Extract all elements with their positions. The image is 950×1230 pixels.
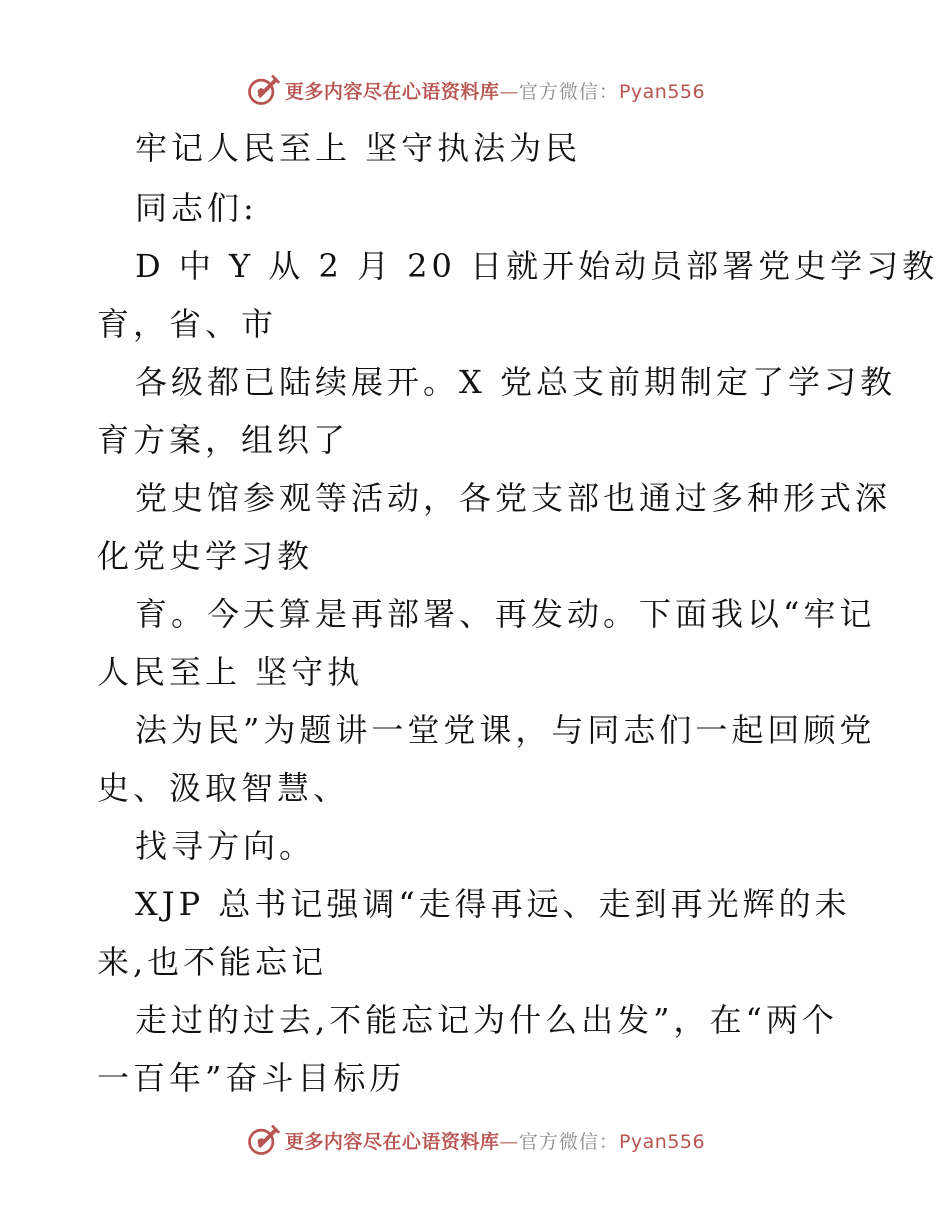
text-line: 史、汲取智慧、 [97,769,350,807]
text-line: 找寻方向。 [135,827,316,865]
document-title: 牢记人民至上 坚守执法为民 [135,129,582,167]
text-line: 法为民”为题讲一堂党课，与同志们一起回顾党 [135,711,876,749]
banner-wechat-id: Pyan556 [618,80,706,103]
banner-text [285,77,705,104]
header-banner [0,70,950,110]
pen-logo-icon [245,72,281,108]
text-line: 一百年”奋斗目标历 [97,1059,406,1097]
banner-site: 更多内容尽在心语资料库 [284,80,500,103]
banner-site: 更多内容尽在心语资料库 [284,1130,500,1153]
text-line: 走过的过去,不能忘记为什么出发”，在“两个 [135,1001,838,1039]
banner-wechat-label: 官方微信： [518,1130,619,1153]
banner-text [285,1127,705,1154]
banner-wechat-label: 官方微信： [518,80,619,103]
text-line: 党史馆参观等活动，各党支部也通过多种形式深 [135,479,892,517]
banner-wechat-id: Pyan556 [618,1130,706,1153]
text-line: 各级都已陆续展开。X 党总支前期制定了学习教 [135,363,896,401]
text-line: 育方案，组织了 [97,421,350,459]
banner-separator: — [499,1130,519,1153]
salutation: 同志们: [135,189,258,227]
text-line: 育。今天算是再部署、再发动。下面我以“牢记 [135,595,876,633]
text-line: 化党史学习教 [97,537,314,575]
text-line: D 中 Y 从 2 月 20 日就开始动员部署党史学习教 [135,247,939,285]
pen-logo-icon [245,1122,281,1158]
text-line: XJP 总书记强调“走得再远、走到再光辉的未 [135,885,851,923]
text-line: 人民至上 坚守执 [97,653,364,691]
text-line: 来,也不能忘记 [97,943,328,981]
footer-banner [0,1120,950,1160]
banner-separator: — [499,80,519,103]
text-line: 育，省、市 [97,305,278,343]
